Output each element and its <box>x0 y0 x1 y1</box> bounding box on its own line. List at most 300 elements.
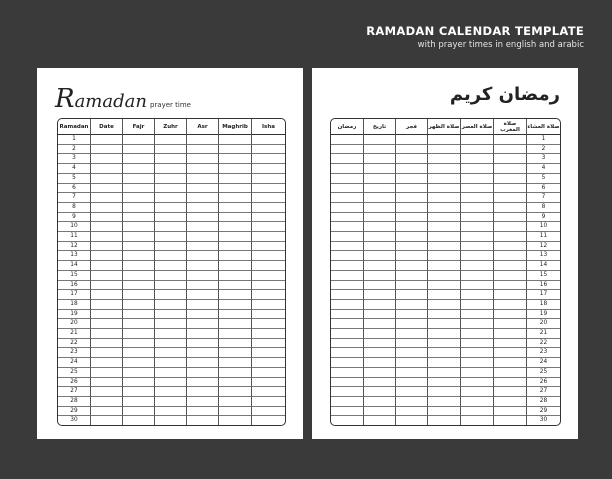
empty-cell <box>123 193 155 203</box>
empty-cell <box>155 290 187 300</box>
empty-cell <box>364 213 396 223</box>
empty-cell <box>123 300 155 310</box>
day-number: 26 <box>527 378 560 388</box>
empty-cell <box>364 193 396 203</box>
empty-cell <box>91 271 123 281</box>
empty-cell <box>461 135 494 145</box>
column-header: رمضان <box>331 119 364 135</box>
day-number: 10 <box>527 222 560 232</box>
empty-cell <box>252 203 285 213</box>
empty-cell <box>187 184 219 194</box>
empty-cell <box>187 135 219 145</box>
empty-cell <box>428 261 461 271</box>
day-number: 19 <box>527 310 560 320</box>
empty-cell <box>494 368 527 378</box>
empty-cell <box>428 310 461 320</box>
table-row <box>331 145 560 155</box>
day-number: 6 <box>527 184 560 194</box>
empty-cell <box>252 174 285 184</box>
empty-cell <box>331 329 364 339</box>
empty-cell <box>494 339 527 349</box>
day-number: 8 <box>527 203 560 213</box>
empty-cell <box>187 203 219 213</box>
empty-cell <box>91 329 123 339</box>
empty-cell <box>219 154 252 164</box>
table-row <box>331 378 560 388</box>
table-row <box>58 348 285 358</box>
table-row <box>331 329 560 339</box>
day-number: 3 <box>58 154 91 164</box>
table-row <box>58 368 285 378</box>
empty-cell <box>461 232 494 242</box>
day-number: 30 <box>539 417 548 424</box>
empty-cell <box>187 397 219 407</box>
table-row <box>331 135 560 145</box>
empty-cell <box>91 174 123 184</box>
empty-cell <box>461 213 494 223</box>
empty-cell <box>123 397 155 407</box>
empty-cell <box>219 397 252 407</box>
table-row <box>58 174 285 184</box>
empty-cell <box>123 281 155 291</box>
day-number: 29 <box>527 407 560 417</box>
day-number: 18 <box>527 300 560 310</box>
empty-cell <box>364 145 396 155</box>
table-row <box>331 358 560 368</box>
empty-cell <box>494 358 527 368</box>
empty-cell <box>91 135 123 145</box>
table-header-row <box>58 119 285 135</box>
empty-cell <box>331 145 364 155</box>
empty-cell <box>331 213 364 223</box>
empty-cell <box>331 232 364 242</box>
empty-cell <box>252 184 285 194</box>
empty-cell <box>428 378 461 388</box>
empty-cell <box>219 184 252 194</box>
empty-cell <box>123 310 155 320</box>
day-number: 25 <box>527 368 560 378</box>
empty-cell <box>494 193 527 203</box>
day-number: 1 <box>527 135 560 145</box>
empty-cell <box>219 348 252 358</box>
empty-cell <box>428 135 461 145</box>
empty-cell <box>364 174 396 184</box>
empty-cell <box>91 193 123 203</box>
empty-cell <box>331 290 364 300</box>
empty-cell <box>91 348 123 358</box>
empty-cell <box>187 339 219 349</box>
empty-cell <box>396 184 428 194</box>
empty-cell <box>123 261 155 271</box>
day-number: 20 <box>527 319 560 329</box>
table-row <box>331 261 560 271</box>
empty-cell <box>331 184 364 194</box>
empty-cell <box>219 174 252 184</box>
empty-cell <box>494 300 527 310</box>
table-row <box>331 203 560 213</box>
day-number: 7 <box>527 193 560 203</box>
empty-cell <box>187 290 219 300</box>
empty-cell <box>364 300 396 310</box>
empty-cell <box>396 261 428 271</box>
empty-cell <box>364 368 396 378</box>
empty-cell <box>494 407 527 417</box>
empty-cell <box>331 368 364 378</box>
empty-cell <box>252 358 285 368</box>
empty-cell <box>396 387 428 397</box>
empty-cell <box>91 378 123 388</box>
empty-cell <box>494 242 527 252</box>
empty-cell <box>396 300 428 310</box>
empty-cell <box>91 416 123 425</box>
empty-cell <box>91 145 123 155</box>
day-number: 22 <box>527 339 560 349</box>
empty-cell <box>187 174 219 184</box>
column-header: صلاة العشاء <box>527 119 560 135</box>
empty-cell <box>155 184 187 194</box>
table-row <box>331 184 560 194</box>
empty-cell <box>187 319 219 329</box>
table-row <box>58 164 285 174</box>
empty-cell <box>91 242 123 252</box>
empty-cell <box>428 407 461 417</box>
day-number: 2 <box>58 145 91 155</box>
empty-cell <box>461 378 494 388</box>
empty-cell <box>187 387 219 397</box>
empty-cell <box>219 358 252 368</box>
empty-cell <box>494 222 527 232</box>
empty-cell <box>187 407 219 417</box>
table-row <box>331 271 560 281</box>
empty-cell <box>219 281 252 291</box>
empty-cell <box>252 339 285 349</box>
empty-cell <box>428 251 461 261</box>
empty-cell <box>461 368 494 378</box>
day-number: 17 <box>527 290 560 300</box>
empty-cell <box>396 174 428 184</box>
empty-cell <box>461 339 494 349</box>
empty-cell <box>461 387 494 397</box>
empty-cell <box>252 164 285 174</box>
empty-cell <box>252 222 285 232</box>
table-row <box>58 154 285 164</box>
day-number: 24 <box>527 358 560 368</box>
empty-cell <box>155 329 187 339</box>
day-number: 15 <box>58 271 91 281</box>
empty-cell <box>155 310 187 320</box>
day-number: 2 <box>527 145 560 155</box>
empty-cell <box>428 387 461 397</box>
table-row <box>58 300 285 310</box>
table-row <box>58 193 285 203</box>
empty-cell <box>494 378 527 388</box>
day-number: 27 <box>58 387 91 397</box>
empty-cell <box>428 193 461 203</box>
table-row <box>58 407 285 417</box>
table-row <box>331 164 560 174</box>
empty-cell <box>155 416 187 425</box>
empty-cell <box>331 271 364 281</box>
empty-cell <box>396 164 428 174</box>
day-number: 28 <box>58 397 91 407</box>
column-header: فجر <box>396 119 428 135</box>
empty-cell <box>187 251 219 261</box>
empty-cell <box>123 348 155 358</box>
day-number: 23 <box>527 348 560 358</box>
day-number: 1 <box>58 135 91 145</box>
day-number: 3 <box>527 154 560 164</box>
empty-cell <box>331 154 364 164</box>
empty-cell <box>494 154 527 164</box>
day-number: 20 <box>58 319 91 329</box>
ramadan-kareem-title: رمضان كريم <box>449 84 560 105</box>
empty-cell <box>252 329 285 339</box>
empty-cell <box>155 213 187 223</box>
table-row <box>58 135 285 145</box>
day-number: 7 <box>58 193 91 203</box>
empty-cell <box>252 300 285 310</box>
empty-cell <box>219 378 252 388</box>
day-number: 29 <box>58 407 91 417</box>
empty-cell <box>123 290 155 300</box>
day-number: 16 <box>527 281 560 291</box>
day-number: 11 <box>58 232 91 242</box>
empty-cell <box>331 300 364 310</box>
table-row <box>58 416 285 425</box>
empty-cell <box>252 348 285 358</box>
empty-cell <box>91 300 123 310</box>
table-row <box>58 281 285 291</box>
empty-cell <box>252 154 285 164</box>
empty-cell <box>494 387 527 397</box>
empty-cell <box>428 271 461 281</box>
empty-cell <box>91 251 123 261</box>
column-header: صلاة العصر <box>461 119 494 135</box>
empty-cell <box>396 213 428 223</box>
empty-cell <box>494 416 527 425</box>
empty-cell <box>461 300 494 310</box>
empty-cell <box>155 339 187 349</box>
empty-cell <box>396 145 428 155</box>
empty-cell <box>219 261 252 271</box>
column-header: Fajr <box>123 119 155 135</box>
empty-cell <box>331 416 364 425</box>
day-number: 28 <box>527 397 560 407</box>
empty-cell <box>91 213 123 223</box>
empty-cell <box>252 135 285 145</box>
empty-cell <box>187 213 219 223</box>
table-row <box>58 242 285 252</box>
empty-cell <box>155 358 187 368</box>
empty-cell <box>396 358 428 368</box>
empty-cell <box>252 368 285 378</box>
empty-cell <box>494 145 527 155</box>
empty-cell <box>155 232 187 242</box>
empty-cell <box>123 319 155 329</box>
empty-cell <box>494 251 527 261</box>
empty-cell <box>331 281 364 291</box>
empty-cell <box>123 242 155 252</box>
empty-cell <box>187 261 219 271</box>
day-number: 30 <box>58 416 91 425</box>
empty-cell <box>123 329 155 339</box>
empty-cell <box>123 145 155 155</box>
empty-cell <box>494 281 527 291</box>
empty-cell <box>155 222 187 232</box>
empty-cell <box>123 135 155 145</box>
table-row <box>331 281 560 291</box>
empty-cell <box>331 251 364 261</box>
empty-cell <box>187 271 219 281</box>
day-number: 5 <box>58 174 91 184</box>
empty-cell <box>428 145 461 155</box>
table-row <box>58 232 285 242</box>
empty-cell <box>428 213 461 223</box>
table-row <box>58 261 285 271</box>
empty-cell <box>494 397 527 407</box>
empty-cell <box>428 164 461 174</box>
empty-cell <box>331 174 364 184</box>
empty-cell <box>396 339 428 349</box>
empty-cell <box>123 368 155 378</box>
empty-cell <box>123 203 155 213</box>
empty-cell <box>428 329 461 339</box>
empty-cell <box>187 281 219 291</box>
table-row <box>331 300 560 310</box>
empty-cell <box>494 164 527 174</box>
empty-cell <box>155 242 187 252</box>
empty-cell <box>252 310 285 320</box>
empty-cell <box>396 193 428 203</box>
empty-cell <box>396 407 428 417</box>
table-row <box>58 329 285 339</box>
empty-cell <box>252 213 285 223</box>
empty-cell <box>155 368 187 378</box>
empty-cell <box>331 358 364 368</box>
empty-cell <box>331 407 364 417</box>
empty-cell <box>461 348 494 358</box>
empty-cell <box>428 368 461 378</box>
column-header: Asr <box>187 119 219 135</box>
day-number: 17 <box>58 290 91 300</box>
english-page <box>37 68 303 439</box>
empty-cell <box>494 329 527 339</box>
day-number: 11 <box>527 232 560 242</box>
empty-cell <box>123 339 155 349</box>
empty-cell <box>364 222 396 232</box>
empty-cell <box>155 261 187 271</box>
empty-cell <box>219 251 252 261</box>
ramadan-logo <box>55 82 191 112</box>
empty-cell <box>494 174 527 184</box>
empty-cell <box>252 378 285 388</box>
empty-cell <box>364 261 396 271</box>
empty-cell <box>331 387 364 397</box>
empty-cell <box>396 397 428 407</box>
empty-cell <box>364 358 396 368</box>
empty-cell <box>364 310 396 320</box>
empty-cell <box>364 397 396 407</box>
table-row <box>58 184 285 194</box>
day-number: 12 <box>527 242 560 252</box>
empty-cell <box>461 261 494 271</box>
empty-cell <box>364 135 396 145</box>
column-header: Date <box>91 119 123 135</box>
empty-cell <box>494 290 527 300</box>
empty-cell <box>461 174 494 184</box>
empty-cell <box>219 193 252 203</box>
day-number: 22 <box>58 339 91 349</box>
empty-cell <box>252 319 285 329</box>
empty-cell <box>494 203 527 213</box>
empty-cell <box>155 281 187 291</box>
empty-cell <box>461 407 494 417</box>
empty-cell <box>461 358 494 368</box>
empty-cell <box>219 203 252 213</box>
empty-cell <box>331 242 364 252</box>
day-number: 6 <box>58 184 91 194</box>
empty-cell <box>331 310 364 320</box>
empty-cell <box>364 378 396 388</box>
empty-cell <box>331 397 364 407</box>
table-row <box>58 290 285 300</box>
table-row <box>331 368 560 378</box>
empty-cell <box>428 300 461 310</box>
empty-cell <box>461 251 494 261</box>
empty-cell <box>123 174 155 184</box>
empty-cell <box>331 378 364 388</box>
empty-cell <box>461 184 494 194</box>
empty-cell <box>364 242 396 252</box>
empty-cell <box>461 290 494 300</box>
day-number: 18 <box>58 300 91 310</box>
empty-cell <box>219 164 252 174</box>
empty-cell <box>461 145 494 155</box>
empty-cell <box>331 339 364 349</box>
empty-cell <box>461 416 494 425</box>
empty-cell <box>428 358 461 368</box>
table-row <box>331 174 560 184</box>
empty-cell <box>187 232 219 242</box>
empty-cell <box>123 164 155 174</box>
empty-cell <box>396 329 428 339</box>
day-number: 16 <box>58 281 91 291</box>
day-number: 25 <box>58 368 91 378</box>
day-number: 4 <box>527 164 560 174</box>
empty-cell <box>364 348 396 358</box>
empty-cell <box>331 193 364 203</box>
empty-cell <box>123 378 155 388</box>
empty-cell <box>91 339 123 349</box>
empty-cell <box>155 203 187 213</box>
empty-cell <box>123 387 155 397</box>
empty-cell <box>91 397 123 407</box>
empty-cell <box>428 242 461 252</box>
empty-cell <box>155 271 187 281</box>
table-row <box>58 251 285 261</box>
day-number: 8 <box>58 203 91 213</box>
table-row <box>331 387 560 397</box>
empty-cell <box>219 368 252 378</box>
empty-cell <box>461 397 494 407</box>
empty-cell <box>461 154 494 164</box>
empty-cell <box>252 397 285 407</box>
empty-cell <box>396 310 428 320</box>
empty-cell <box>331 135 364 145</box>
empty-cell <box>494 319 527 329</box>
empty-cell <box>155 319 187 329</box>
empty-cell <box>252 416 285 425</box>
